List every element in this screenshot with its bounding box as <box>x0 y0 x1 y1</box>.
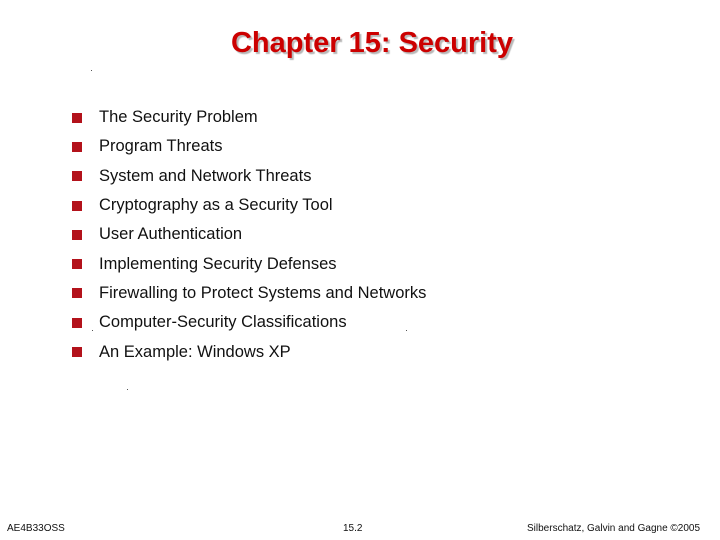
bullet-text: User Authentication <box>99 225 243 244</box>
square-bullet-icon <box>72 171 82 181</box>
bullet-text: System and Network Threats <box>99 166 312 185</box>
square-bullet-icon <box>72 230 82 240</box>
speck-mark <box>127 389 128 390</box>
footer-page-number: 15.2 <box>343 523 363 534</box>
bullet-text: An Example: Windows XP <box>99 342 291 361</box>
square-bullet-icon <box>72 113 82 123</box>
square-bullet-icon <box>72 142 82 152</box>
bullet-text: Firewalling to Protect Systems and Networks <box>99 283 427 302</box>
speck-mark <box>91 70 92 71</box>
list-item <box>72 103 426 132</box>
list-item <box>72 337 426 366</box>
footer-course-code: AE4B33OSS <box>7 523 65 534</box>
bullet-text: The Security Problem <box>99 108 258 127</box>
footer-copyright: Silberschatz, Galvin and Gagne ©2005 <box>527 523 701 534</box>
square-bullet-icon <box>72 201 82 211</box>
list-item <box>72 308 426 337</box>
square-bullet-icon <box>72 259 82 269</box>
list-item <box>72 249 426 278</box>
bullet-text: Computer-Security Classifications <box>99 313 347 332</box>
bullet-list <box>72 103 426 367</box>
slide-title: Chapter 15: Security <box>230 27 514 59</box>
list-item <box>72 279 426 308</box>
bullet-text: Implementing Security Defenses <box>99 254 337 273</box>
list-item <box>72 132 426 161</box>
square-bullet-icon <box>72 347 82 357</box>
bullet-text: Cryptography as a Security Tool <box>99 196 333 215</box>
square-bullet-icon <box>72 288 82 298</box>
speck-mark <box>406 330 407 331</box>
bullet-text: Program Threats <box>99 137 223 156</box>
list-item <box>72 220 426 249</box>
speck-mark <box>92 330 93 331</box>
list-item <box>72 191 426 220</box>
list-item <box>72 162 426 191</box>
square-bullet-icon <box>72 318 82 328</box>
